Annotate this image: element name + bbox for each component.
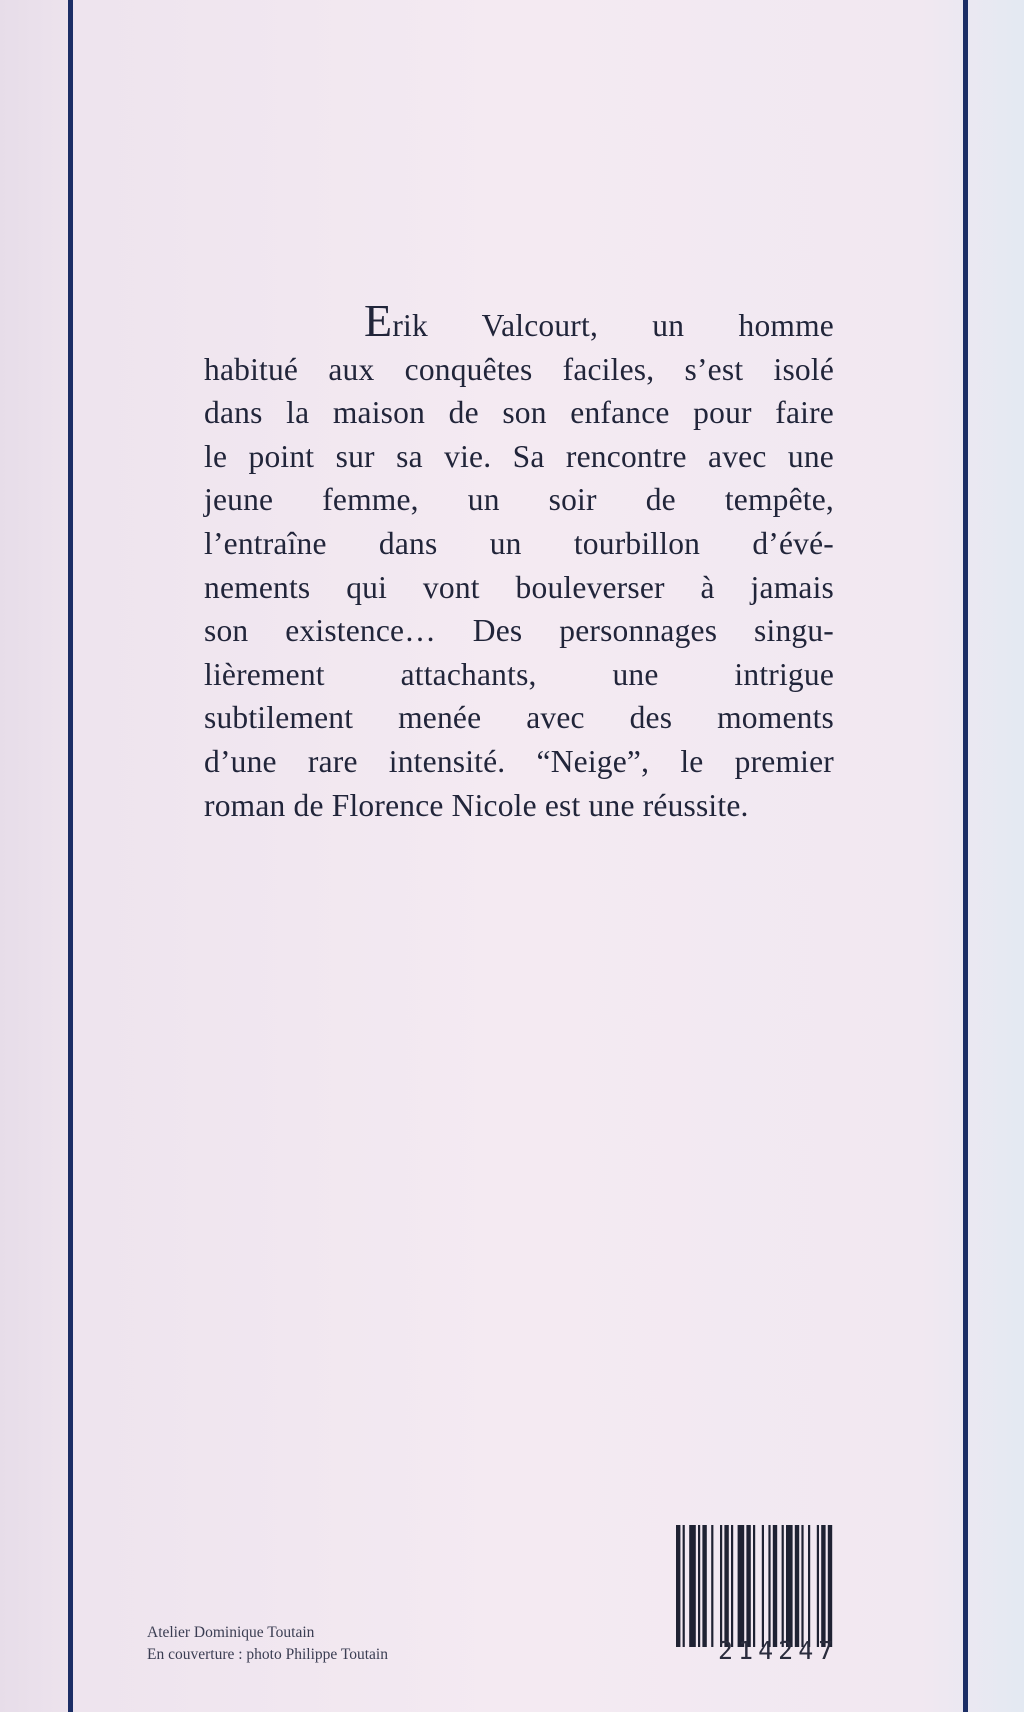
- credits: [147, 1622, 388, 1666]
- blurb-line: subtilement menée avec des moments: [204, 700, 834, 736]
- barcode-bar: [702, 1525, 706, 1647]
- barcode-number: 214247: [718, 1636, 839, 1665]
- barcode-bar: [773, 1525, 777, 1647]
- cover-photo-credit: En couverture : photo Philippe Toutain: [147, 1646, 388, 1663]
- barcode-bar: [720, 1525, 722, 1647]
- blurb-line: son existence… Des personnages singu-: [204, 613, 834, 649]
- barcode-bar: [808, 1525, 810, 1647]
- barcode-bar: [801, 1525, 803, 1647]
- blurb-line: lièrement attachants, une intrigue: [204, 656, 834, 692]
- blurb-line: habitué aux conquêtes faciles, s’est isolé: [204, 351, 834, 387]
- barcode-bar: [795, 1525, 799, 1647]
- blurb-line: dans la maison de son enfance pour faire: [204, 395, 834, 431]
- barcode-bar: [828, 1525, 832, 1647]
- blurb-line: nements qui vont bouleverser à jamais: [204, 569, 834, 605]
- barcode-bar: [731, 1525, 733, 1647]
- blurb-line: jeune femme, un soir de tempête,: [204, 482, 834, 518]
- barcode-bar: [746, 1525, 750, 1647]
- barcode-bar: [698, 1525, 700, 1647]
- barcode-bar: [786, 1525, 793, 1647]
- blurb-line: le point sur sa vie. Sa rencontre avec une: [204, 438, 834, 474]
- back-cover-blurb: [204, 295, 834, 827]
- barcode-bar: [711, 1525, 713, 1647]
- barcode-bar: [689, 1525, 696, 1647]
- blurb-line: d’une rare intensité. “Neige”, le premier: [204, 743, 834, 779]
- barcode-bar: [817, 1525, 819, 1647]
- barcode-bar: [821, 1525, 825, 1647]
- left-border-rule: [68, 0, 73, 1712]
- barcode-bar: [676, 1525, 680, 1647]
- barcode: [676, 1525, 878, 1647]
- barcode-bar: [683, 1525, 685, 1647]
- drop-cap: E: [364, 295, 393, 346]
- barcode-bar: [782, 1525, 784, 1647]
- barcode-bar: [768, 1525, 770, 1647]
- barcode-bar: [753, 1525, 755, 1647]
- right-border-rule: [963, 0, 968, 1712]
- barcode-bar: [762, 1525, 764, 1647]
- atelier-credit: Atelier Dominique Toutain: [147, 1624, 315, 1641]
- barcode-bar: [724, 1525, 728, 1647]
- blurb-line: Erik Valcourt, un homme: [364, 295, 834, 346]
- blurb-line: l’entraîne dans un tourbillon d’évé-: [204, 525, 834, 561]
- blurb-line: roman de Florence Nicole est une réussite.: [204, 787, 749, 823]
- barcode-bar: [738, 1525, 745, 1647]
